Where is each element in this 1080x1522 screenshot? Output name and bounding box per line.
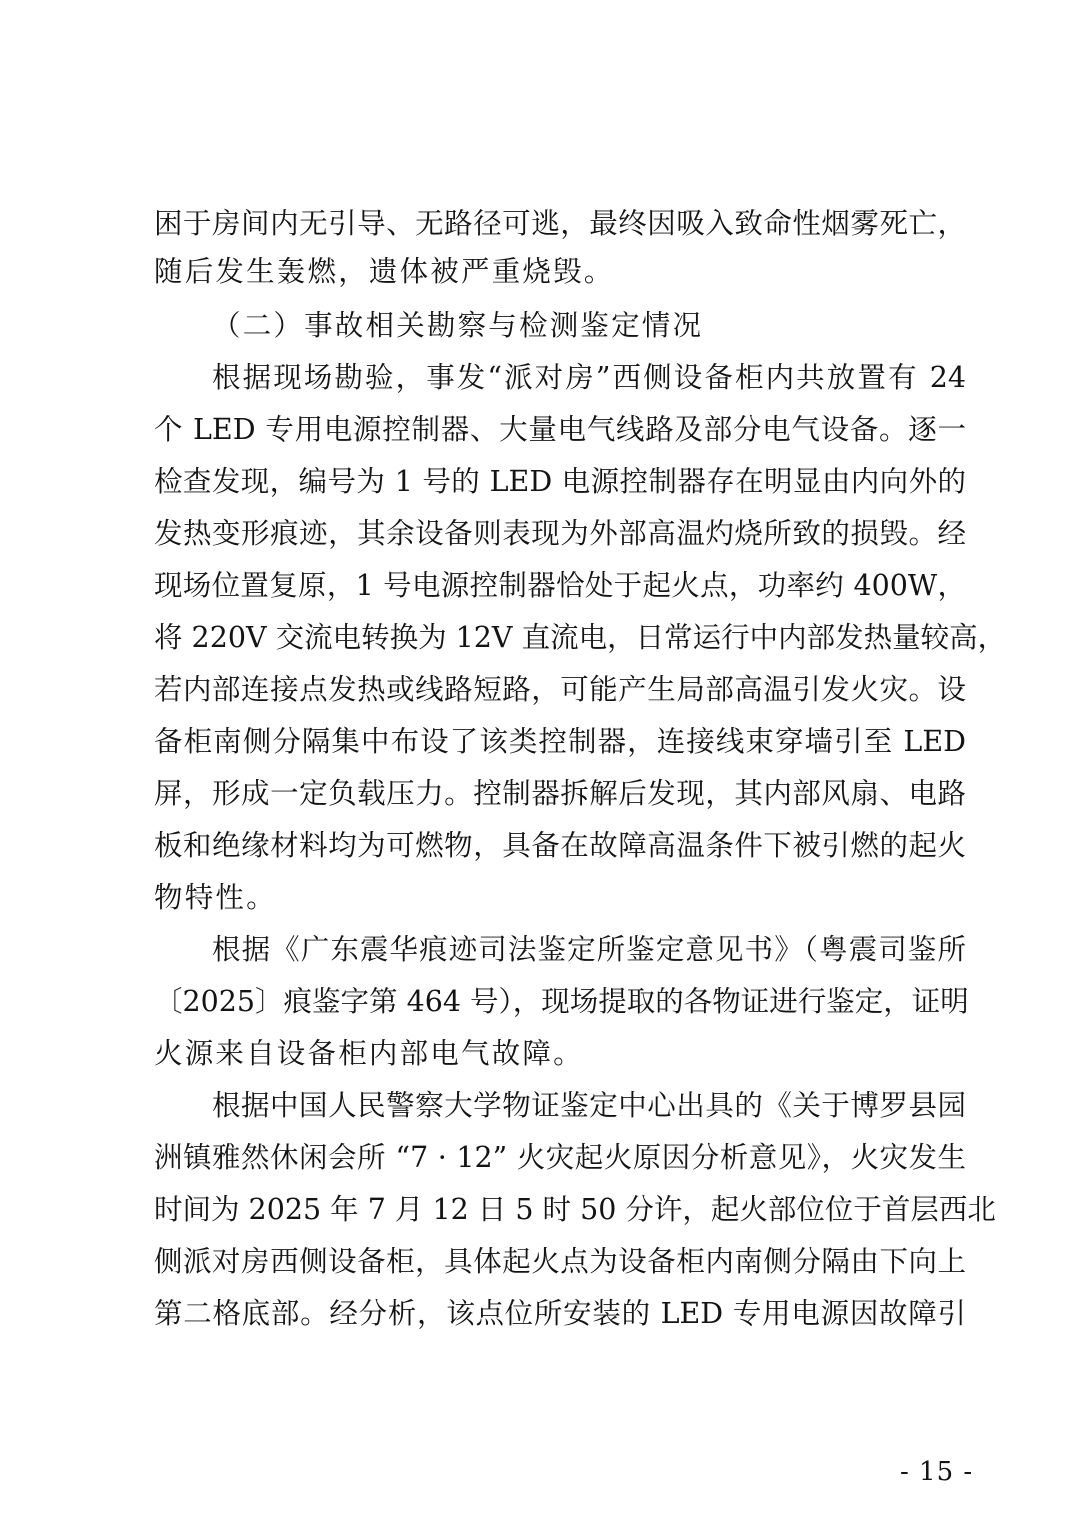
page-number: - 15 -: [900, 1457, 974, 1487]
paragraph-line: 随后发生轰燃，遗体被严重烧毁。: [154, 255, 615, 288]
paragraph-line: 个 LED 专用电源控制器、大量电气线路及部分电气设备。逐一: [154, 413, 966, 446]
paragraph-line: 现场位置复原，1 号电源控制器恰处于起火点，功率约 400W，: [154, 569, 966, 602]
paragraph-line: 困于房间内无引导、无路径可逃，最终因吸入致命性烟雾死亡，: [154, 207, 966, 240]
paragraph-line: 根据《广东震华痕迹司法鉴定所鉴定意见书》（粤震司鉴所: [212, 933, 966, 966]
paragraph-line: 侧派对房西侧设备柜，具体起火点为设备柜内南侧分隔由下向上: [154, 1245, 966, 1278]
paragraph-line: 检查发现，编号为 1 号的 LED 电源控制器存在明显由内向外的: [154, 465, 966, 498]
paragraph-line: 发热变形痕迹，其余设备则表现为外部高温灼烧所致的损毁。经: [154, 517, 966, 550]
paragraph-line: 根据中国人民警察大学物证鉴定中心出具的《关于博罗县园: [212, 1089, 966, 1122]
paragraph-line: 若内部连接点发热或线路短路，可能产生局部高温引发火灾。设: [154, 673, 966, 706]
paragraph-line: 备柜南侧分隔集中布设了该类控制器，连接线束穿墙引至 LED: [154, 725, 966, 758]
paragraph-line: 〔2025〕痕鉴字第 464 号），现场提取的各物证进行鉴定，证明: [154, 985, 969, 1018]
paragraph-line: 洲镇雅然休闲会所 “7 · 12” 火灾起火原因分析意见》，火灾发生: [154, 1141, 966, 1174]
paragraph-line: 物特性。: [154, 881, 277, 914]
paragraph-line: 根据现场勘验，事发“派对房”西侧设备柜内共放置有 24: [212, 361, 966, 394]
paragraph-line: 屏，形成一定负载压力。控制器拆解后发现，其内部风扇、电路: [154, 777, 966, 810]
paragraph-line: 火源来自设备柜内部电气故障。: [154, 1037, 584, 1070]
section-heading: （二）事故相关勘察与检测鉴定情况: [212, 309, 704, 342]
paragraph-line: 板和绝缘材料均为可燃物，具备在故障高温条件下被引燃的起火: [154, 829, 966, 862]
paragraph-line: 时间为 2025 年 7 月 12 日 5 时 50 分许，起火部位位于首层西北: [154, 1193, 996, 1226]
paragraph-line: 将 220V 交流电转换为 12V 直流电，日常运行中内部发热量较高，: [154, 621, 1007, 654]
paragraph-line: 第二格底部。经分析，该点位所安装的 LED 专用电源因故障引: [154, 1297, 966, 1330]
